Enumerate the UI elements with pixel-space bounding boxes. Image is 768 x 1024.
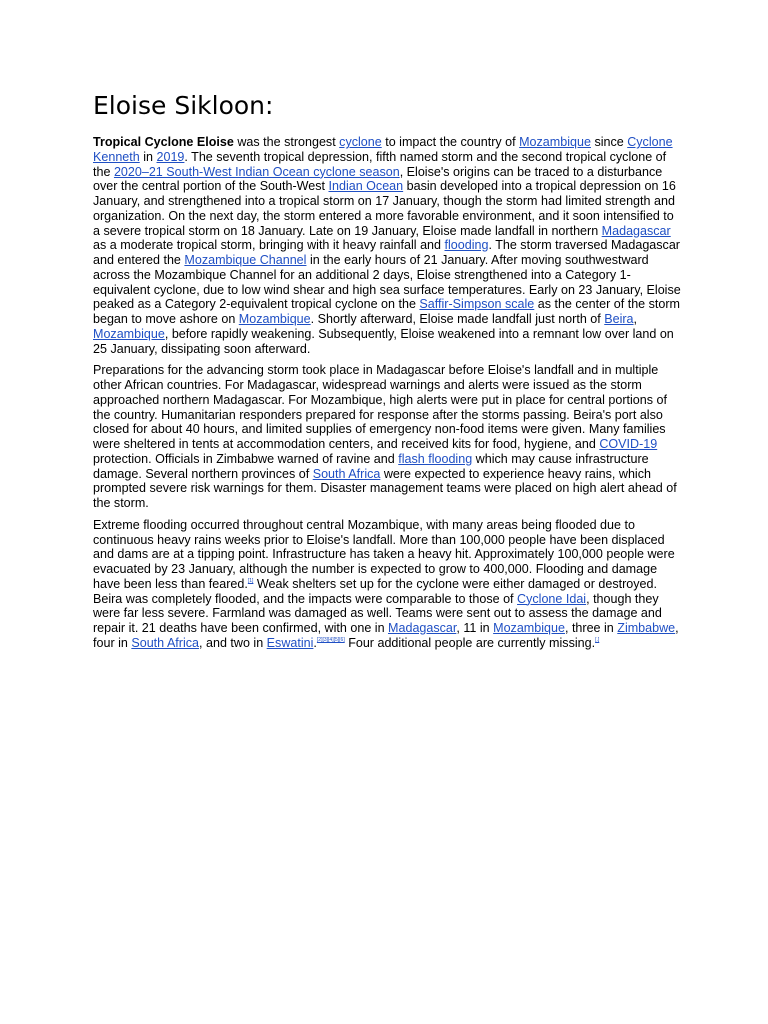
text-run: since [590,135,628,149]
text-run: , before rapidly weakening. Subsequently, Eloise weakened into a remnant low over land on 25 January, dissipating soon afterward. [93,326,674,356]
text-run: as the center of the storm began to move ashore on [93,297,681,326]
link-2019[interactable]: 2019 [156,149,185,164]
link-madagascar[interactable]: Madagascar [601,223,671,238]
text-run: , Eloise's origins can be traced to a disturbance over the central portion of the South-West [93,164,663,194]
text-run: in the early hours of 21 January. After moving southwestward across the Mozambique Channel for an additional 2 days, Eloise strengthened into a Category 1-equivalent cyclone, due to low wind shear and high sea surface temperatures. Early on 23 January, Eloise peaked as a Category 2-equivalent tropical cyclone on the [93,253,681,312]
link-zimbabwe[interactable]: Zimbabwe [617,621,676,635]
text-run: protection. Officials in Zimbabwe warned of ravine and [93,451,399,466]
text-run: which may cause infrastructure damage. Several northern provinces of [93,451,649,481]
link-cyclone-kenneth[interactable]: Cyclone Kenneth [93,135,673,164]
link-south-africa[interactable]: South Africa [131,635,200,650]
paragraph-preparations [93,363,683,511]
page-title: Eloise Sikloon: [93,91,274,120]
text-run: Extreme flooding occurred throughout central Mozambique, with many areas being flooded due to continuous heavy rains weeks prior to Eloise's landfall. More than 100,000 people have been displaced and dams are at a tipping point. Infrastructure has taken a heavy hit. Approximately 100,000 people were evacuated by 23 January, although the number is expected to grow to 400,000. Flooding and damage have been less than feared. [93,517,675,591]
text-run: in [139,149,157,164]
article-subject: Tropical Cyclone Eloise [93,135,234,149]
link-saffir-simpson-scale[interactable]: Saffir-Simpson scale [419,297,535,312]
text-run: as a moderate tropical storm, bringing with it heavy rainfall and [93,238,445,253]
text-run: , though they were far less severe. Farmland was damaged as well. Teams were sent out to assess the damage and repair it. 21 deaths have been confirmed, with one in [93,591,662,635]
paragraph-overview [93,135,683,356]
link-mozambique[interactable]: Mozambique [238,312,311,326]
text-run: basin developed into a tropical depression on 16 January, and strengthened into a tropical storm on 17 January, though the storm had limited strength and organization. On the next day, the storm entered a more favorable environment, and it soon intensified to a severe tropical storm on 18 January. Late on 19 January, Eloise made landfall in northern [93,179,676,238]
article-body [93,135,683,658]
text-run: , and two in [199,635,267,650]
citation-link[interactable]: [.] [595,636,600,643]
link-cyclone-idai[interactable]: Cyclone Idai [517,591,587,606]
link-flooding[interactable]: flooding [444,238,489,253]
link-indian-ocean[interactable]: Indian Ocean [328,179,404,194]
link-eswatini[interactable]: Eswatini [266,635,314,650]
text-run: . [313,635,317,650]
link-mozambique-channel[interactable]: Mozambique Channel [184,253,307,267]
link-beira[interactable]: Beira [604,312,634,326]
citation-link[interactable]: [1] [247,577,254,584]
text-run: , four in [93,621,679,650]
text-run: . The seventh tropical depression, fifth named storm and the second tropical cyclone of the [93,149,667,179]
text-run: . Shortly afterward, Eloise made landfall just north of [310,312,605,326]
link-madagascar[interactable]: Madagascar [388,621,457,635]
link-mozambique[interactable]: Mozambique [519,135,591,149]
text-run: , three in [564,621,618,635]
paragraph-impact [93,518,683,651]
link-south-africa[interactable]: South Africa [312,466,381,481]
link-cyclone-season[interactable]: 2020–21 South-West Indian Ocean cyclone season [113,164,400,179]
text-run: Preparations for the advancing storm took place in Madagascar before Eloise's landfall and in multiple other African countries. For Madagascar, widespread warnings and alerts were issued as the storm approached northern Madagascar. For Mozambique, high alerts were put in place for central portions of the country. Humanitarian responders prepared for response after the storms passing. Beira's port also closed for about 40 hours, and limited supplies of emergency non-food items were given. Many families were sheltered in tents at accommodation centers, and received kits for food, hygiene, and [93,363,667,451]
link-flash-flooding[interactable]: flash flooding [398,451,473,466]
citation-link[interactable]: [2][3][4][5][6] [316,636,345,643]
text-run: Weak shelters set up for the cyclone were either damaged or destroyed. Beira was completely flooded, and the impacts were comparable to those of [93,576,657,606]
text-run: Four additional people are currently missing. [344,635,596,650]
text-run: , [633,312,638,326]
text-run: . The storm traversed Madagascar and entered the [93,238,680,267]
text-run: was the strongest [233,135,340,149]
link-mozambique[interactable]: Mozambique [493,621,565,635]
link-covid-19[interactable]: COVID-19 [599,437,658,451]
text-run: , 11 in [456,621,494,635]
link-cyclone[interactable]: cyclone [339,135,382,149]
text-run: were expected to experience heavy rains, which prompted severe risk warnings for them. Disaster management teams were placed on high alert ahead of the storm. [93,466,677,510]
link-mozambique[interactable]: Mozambique [93,326,165,341]
text-run: to impact the country of [381,135,520,149]
